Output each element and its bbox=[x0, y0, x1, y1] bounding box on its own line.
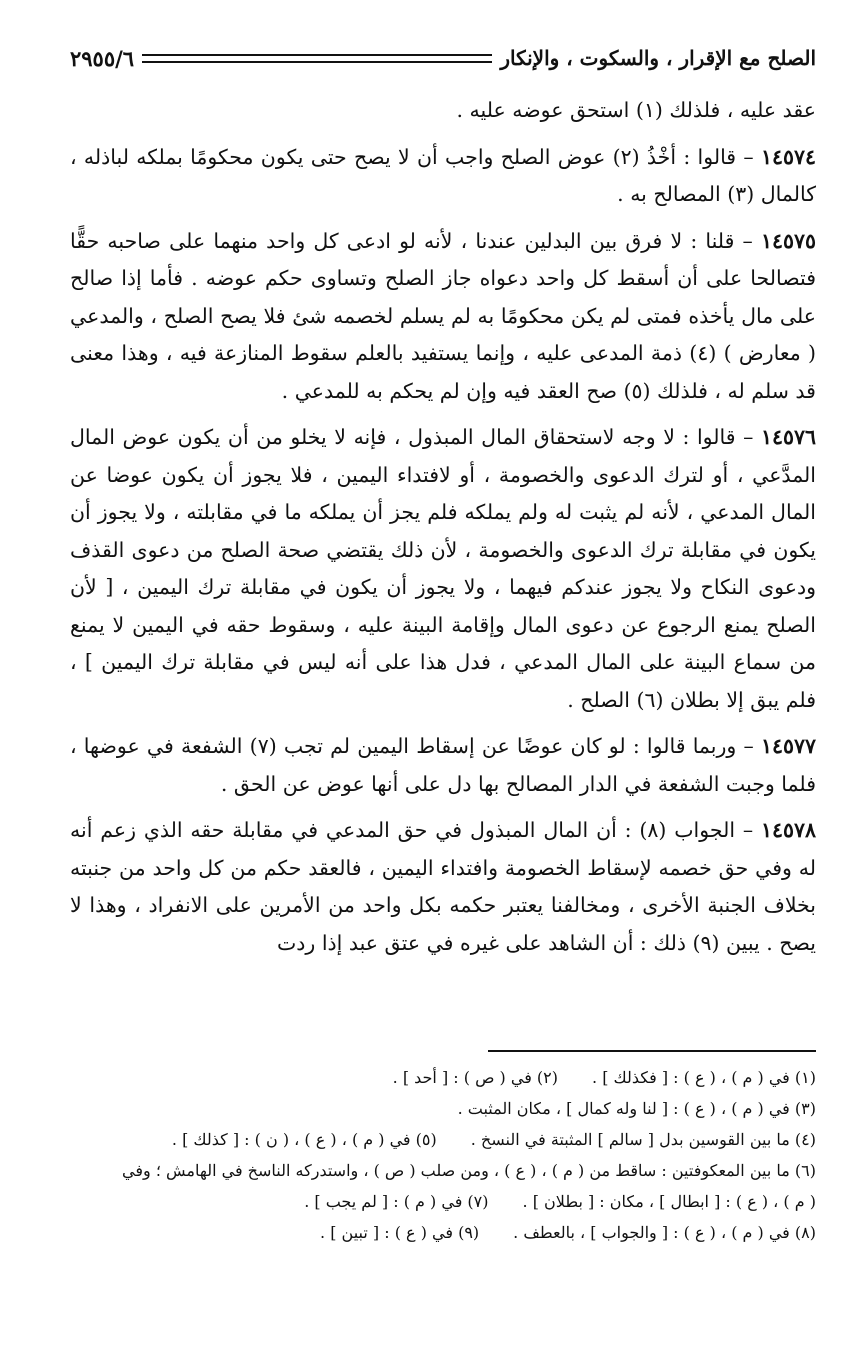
footnote-line bbox=[56, 1155, 816, 1186]
paragraph bbox=[70, 419, 816, 719]
paragraph-text: عقد عليه ، فلذلك (١) استحق عوضه عليه . bbox=[456, 98, 816, 122]
paragraph bbox=[70, 223, 816, 411]
footnote: ( م ) ، ( ع ) : [ ابطال ] ، مكان : [ بطلان ] . bbox=[522, 1192, 816, 1211]
paragraph bbox=[70, 139, 816, 214]
paragraph-text: – الجواب (٨) : أن المال المبذول في حق المدعي في مقابلة حقه الذي زعم أنه له وفي حق خصمه لإسقاط الخصومة وافتداء اليمين ، فالعقد حكم من كل واحد من جنبته بخلاف الجنبة الأخرى ، ومخالفنا يعتبر حكمه بكل واحد من الأمرين على الانفراد ، وهذا لا يصح . يبين (٩) ذلك : أن الشاهد على غيره في عتق عبد إذا ردت bbox=[70, 818, 816, 955]
footnote: (٤) ما بين القوسين بدل [ سالم ] المثبتة في النسخ . bbox=[470, 1130, 816, 1149]
footnote-line bbox=[56, 1093, 816, 1124]
footnote: (١) في ( م ) ، ( ع ) : [ فكذلك ] . bbox=[592, 1068, 816, 1087]
paragraph-number: ١٤٥٧٧ bbox=[760, 734, 816, 758]
header-double-rule bbox=[142, 54, 492, 63]
main-text bbox=[70, 92, 816, 971]
footnote-line bbox=[56, 1062, 816, 1093]
footnote: (٩) في ( ع ) : [ تبين ] . bbox=[320, 1223, 480, 1242]
footnote: (٧) في ( م ) : [ لم يجب ] . bbox=[304, 1192, 489, 1211]
page-number: ٢٩٥٥/٦ bbox=[70, 45, 135, 71]
footnote-separator bbox=[488, 1050, 816, 1052]
paragraph-number: ١٤٥٧٥ bbox=[760, 228, 816, 253]
paragraph bbox=[70, 92, 816, 130]
paragraph-text: – قلنا : لا فرق بين البدلين عندنا ، لأنه لو ادعى كل واحد منهما على صاحبه حقًّا فتصالحا على أن أسقط كل واحد دعواه جاز الصلح وتساوى حكم عوضه . فأما إذا صالح على مال يأخذه فمتى لم يكن محكومًا به لم يسلم لخصمه شئ فلا يصح الصلح ، والمدعي ( معارض ) (٤) ذمة المدعى عليه ، وإنما يستفيد بالعلم سقوط المنازعة فيه ، وهذا معنى قد سلم له ، فلذلك (٥) صح العقد فيه وإن لم يحكم به للمدعي . bbox=[70, 228, 816, 403]
paragraph-text: – قالوا : لا وجه لاستحقاق المال المبذول ، فإنه لا يخلو من أن يكون عوض المال المدَّعي ، أو لترك الدعوى والخصومة ، أو لافتداء اليمين ، فلا يجوز أن يكون عوضا عن المال المدعي ، لأنه لم يثبت له ولم يملكه فلم يجز أن يملكه ما في مقابلته ، ولا يجوز أن يكون في مقابلة ترك الدعوى والخصومة ، لأن ذلك يقتضي صحة الصلح من دعوى القذف ودعوى النكاح ولا يجوز عندكم فيهما ، ولا يجوز أن يكون في مقابلة ترك اليمين ، [ لأن الصلح يمنع الرجوع عن دعوى المال وإقامة البينة عليه ، وسقوط حقه في اليمين لا يمنع من سماع البينة على المال المدعي ، فدل هذا على أنه ليس في مقابلة ترك اليمين ] ، فلم يبق إلا بطلان (٦) الصلح . bbox=[70, 425, 816, 712]
footnote-line bbox=[56, 1124, 816, 1155]
paragraph-number: ١٤٥٧٤ bbox=[760, 144, 816, 169]
footnote: (٦) ما بين المعكوفتين : ساقط من ( م ) ، ( ع ) ، ومن صلب ( ص ) ، واستدركه الناسخ في الهامش ؛ وفي bbox=[122, 1161, 816, 1180]
page-header bbox=[70, 38, 816, 78]
footnote: (٢) في ( ص ) : [ أحد ] . bbox=[392, 1068, 559, 1087]
footnote: (٣) في ( م ) ، ( ع ) : [ لنا وله كمال ] ، مكان المثبت . bbox=[457, 1099, 816, 1118]
paragraph bbox=[70, 728, 816, 803]
footnote-line bbox=[56, 1186, 816, 1217]
footnote: (٨) في ( م ) ، ( ع ) : [ والجواب ] ، بالعطف . bbox=[513, 1223, 816, 1242]
paragraph-text: – قالوا : أخْذُ (٢) عوض الصلح واجب أن لا يصح حتى يكون محكومًا بملكه لباذله ، كالمال (٣) المصالح به . bbox=[70, 144, 816, 206]
paragraph-text: – وربما قالوا : لو كان عوضًا عن إسقاط اليمين لم تجب (٧) الشفعة في عوضها ، فلما وجبت الشفعة في الدار المصالح بها دل على أنها عوض عن الحق . bbox=[70, 734, 816, 796]
footnotes bbox=[56, 1062, 816, 1248]
paragraph bbox=[70, 812, 816, 962]
running-title: الصلح مع الإقرار ، والسكوت ، والإنكار bbox=[500, 46, 816, 70]
paragraph-number: ١٤٥٧٦ bbox=[760, 425, 816, 449]
paragraph-number: ١٤٥٧٨ bbox=[760, 818, 816, 842]
footnote-line bbox=[56, 1217, 816, 1248]
footnote: (٥) في ( م ) ، ( ع ) ، ( ن ) : [ كذلك ] . bbox=[171, 1130, 437, 1149]
